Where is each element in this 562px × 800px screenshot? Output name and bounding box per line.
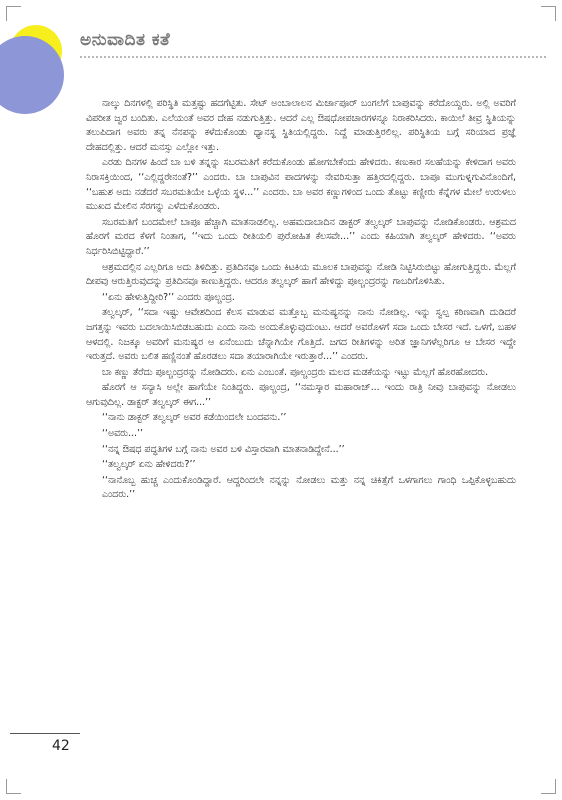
paragraph: ತಲ್ವಲ್ಕರ್, ‘‘ಸದಾ ಇಷ್ಟು ಆವೇಶದಿಂದ ಕೆಲಸ ಮಾಡುವ ಮತ್ತೊಬ್ಬ ಮನುಷ್ಯನನ್ನು ನಾನು ನೋಡಿಲ್ಲ. ಇನ್ನು ಸ್ವಲ್ಪ ಕಠಿಣವಾಗಿ ದುಡಿದರೆ ಜಗತ್ತನ್ನು ಇವರು ಬದಲಾಯಿಸಿಬಿಡಬಹುದು ಎಂದು ನಾನು ಅಂದುಕೊಳ್ಳುವುದುಂಟು. ಆದರೆ ಅವರೊಳಗೆ ಸದಾ ಒಂದು ಬೇಸರ ಇದೆ. ಒಳಗೆ, ಬಹಳ ಆಳದಲ್ಲಿ. ನಿಜಕ್ಕೂ ಅವರಿಗೆ ಮನುಷ್ಯರ ಆ ಏನೆಂಬುದು ಚೆನ್ನಾಗಿಯೇ ಗೊತ್ತಿದೆ. ಜಗದ ರೀತಿಗಳನ್ನು ಅರಿತ ಜ್ಞಾನಿಗಳೆಲ್ಲರಿಗೂ ಆ ಬೇಸರ ಇದ್ದೇ ಇರುತ್ತದೆ. ಅವರು ಬಲಿತ ಹಣ್ಣಿನಂತೆ ಹೊರಡಲು ಸದಾ ತಯಾರಾಗಿಯೇ ಇರುತ್ತಾರೆ...’’ ಎಂದರು.: [86, 307, 516, 363]
paragraph: ‘‘ಅವರು...’’: [102, 428, 143, 440]
paragraph: ಹೊರಗೆ ಆ ಸನ್ಯಾಸಿ ಅಲ್ಲೇ ಹಾಗೆಯೇ ನಿಂತಿದ್ದರು. ಪೂಲ್ಚಂದ್ರ, ‘‘ನಮಸ್ಕಾರ ಮಹಾರಾಜ್... ಇಂದು ರಾತ್ರಿ ನೀವು ಬಾಪುವನ್ನು ನೋಡಲು ಆಗುವುದಿಲ್ಲ. ಡಾಕ್ಟರ್ ತಲ್ವಲ್ಕರ್ ಈಗ...’’: [86, 382, 516, 408]
header-dotted-rule: [80, 56, 546, 58]
crop-mark-bottom-left: [6, 779, 21, 794]
paragraph: ಎರಡು ದಿನಗಳ ಹಿಂದೆ ಬಾ ಬಳಿ ತನ್ನನ್ನು ಸಬರಮತಿಗೆ ಕರೆದುಕೊಂಡು ಹೋಗಬೇಕೆಂದು ಹೇಳಿದರು. ಕಣುಕಾರ ಸಲಹೆಯನ್ನು ಕೇಳಿದಾಗ ಅವರು ನಿರಾಸಕ್ತಿಯಿಂದ, ‘‘ಎಲ್ಲಿದ್ದರೇನಂತೆ?’’ ಎಂದರು. ಬಾ ಬಾಪುವಿನ ಪಾದಗಳನ್ನು ನೇವರಿಸುತ್ತಾ ಹತ್ತಿರದಲ್ಲಿದ್ದರು. ಬಾಪೂ ಮುಗುಳ್ನಗುವಿನೊಂದಿಗೆ, ‘‘ಬಹುಶ ಅದು ನಡೆದರೆ ಸಬರಮತಿಯೇ ಒಳ್ಳೆಯ ಸ್ಥಳ...’’ ಎಂದರು. ಬಾ ಅವರ ಕಣ್ಣುಗಳಿಂದ ಒಂದು ತೊಟ್ಟು ಕಣ್ಣೀರು ಕೆನ್ನೆಗಳ ಮೇಲೆ ಉರುಳಲು ಮುಖದ ಮೇಲಿನ ಸೆರಗನ್ನು ಎಳೆದುಕೊಂಡರು.: [86, 157, 516, 213]
crop-mark-top-right: [541, 6, 556, 21]
page-number: 42: [52, 738, 70, 754]
crop-mark-bottom-right: [541, 779, 556, 794]
crop-mark-top-left: [6, 6, 21, 21]
paragraph: ‘‘ನಾನು ಡಾಕ್ಟರ್ ತಲ್ವಲ್ಕರ್ ಅವರ ಕಡೆಯಿಂದಲೇ ಬಂದವನು.’’: [102, 412, 287, 424]
paragraph: ಆಶ್ರಮದಲ್ಲಿನ ಎಲ್ಲರಿಗೂ ಅದು ತಿಳಿದಿತ್ತು. ಪ್ರತಿದಿನವೂ ಒಂದು ಕಿಟಕಿಯ ಮೂಲಕ ಬಾಪುವನ್ನು ನೋಡಿ ನಿಟ್ಟಿಸಿರುಬಿಟ್ಟು ಹೋಗುತ್ತಿದ್ದರು. ಮೆಲ್ಲಗೆ ದೀಪವು ಆರುತ್ತಿರುವುದನ್ನು ಪ್ರತಿದಿನವೂ ಕಾಣುತ್ತಿದ್ದರು. ಆದರೂ ತಲ್ವಲ್ಕರ್ ಹಾಗೆ ಹೇಳಿದ್ದು ಪೂಲ್ಚಂದ್ರರನ್ನು ಗಾಬರಿಗೊಳಿಸಿತು.: [86, 261, 516, 288]
paragraph: ಸಬರಮತಿಗೆ ಬಂದಮೇಲೆ ಬಾಪೂ ಹೆಚ್ಚಾಗಿ ಮಾತನಾಡಲಿಲ್ಲ. ಅಹಮದಾಬಾದಿನ ಡಾಕ್ಟರ್ ತಲ್ವಲ್ಕರ್ ಬಾಪುವನ್ನು ನೋಡಿಕೊಂಡರು. ಆಶ್ರಮದ ಹೊರಗೆ ಮರದ ಕೆಳಗೆ ನಿಂತಾಗ, ‘‘ಇದು ಒಂದು ರೀತಿಯಲಿ ಪುರೋಹಿತ ಕೆಲಸವೇ...’’ ಎಂದು ಕಹಿಯಾಗಿ ತಲ್ವಲ್ಕರ್ ಹೇಳಿದರು. ‘‘ಅವರು ನಿರ್ಧರಿಸಿಬಿಟ್ಟಿದ್ದಾರೆ.’’: [86, 216, 516, 257]
paragraph: ‘‘ಏನು ಹೇಳುತ್ತಿದ್ದೀರಿ?’’ ಎಂದರು ಪೂಲ್ಚಂದ್ರ.: [102, 291, 235, 303]
section-title: ಅನುವಾದಿತ ಕತೆ: [80, 30, 171, 50]
article-body: [86, 97, 516, 504]
paragraph: ‘‘ನನ್ನ ಔಷಧ ಪದ್ಧತಿಗಳ ಬಗ್ಗೆ ನಾನು ಅವರ ಬಳಿ ವಿಸ್ತಾರವಾಗಿ ಮಾತನಾಡಿದ್ದೇನೆ...’’: [102, 443, 345, 455]
footer-rule: [10, 733, 80, 734]
paragraph: ‘‘ತಲ್ವಲ್ಕರ್ ಏನು ಹೇಳಿದರು?’’: [102, 459, 196, 471]
paragraph: ‘‘ನಾನೊಬ್ಬ ಹುಚ್ಚ ಎಂದುಕೊಂಡಿದ್ದಾರೆ. ಆದ್ದರಿಂದಲೇ ನನ್ನನ್ನು ನೋಡಲು ಮತ್ತು ನನ್ನ ಚಿಕಿತ್ಸೆಗೆ ಒಳಗಾಗಲು ಗಾಂಧಿ ಒಪ್ಪಿಕೊಳ್ಳಬಹುದು ಎಂದರು.’’: [102, 474, 516, 501]
paragraph: ಬಾ ಕಣ್ಣು ತೆರೆದು ಪೂಲ್ಚಂದ್ರರನ್ನು ನೋಡಿದರು. ಏನು ಎಂಬಂತೆ. ಪೂಲ್ಚಂದ್ರರು ಮಲದ ಮಡಕೆಯನ್ನು ಇಟ್ಟು ಮೆಲ್ಲಗೆ ಹೊರಹೋದರು.: [102, 366, 489, 378]
paragraph: ನಾಲ್ಕು ದಿನಗಳಲ್ಲಿ ಪರಿಸ್ಥಿತಿ ಮತ್ತಷ್ಟು ಹದಗೆಟ್ಟಿತು. ಸೇಟ್ ಅಂಬಾಲಾಲನ ಮಿರ್ಜಾಪೂರ್ ಬಂಗಲೆಗೆ ಬಾಪುವನ್ನು ಕರೆದೊಯ್ದರು. ಅಲ್ಲಿ ಅವರಿಗೆ ವಿಪರೀತ ಜ್ವರ ಬಂದಿತು. ಎಲೆಯಂತೆ ಅವರ ದೇಹ ನಡುಗುತ್ತಿತ್ತು. ಆದರೆ ಎಲ್ಲ ಔಷಧೋಪಚಾರಗಳನ್ನೂ ನಿರಾಕರಿಸಿದರು. ಕಾಯಿಲೆ ತೀವ್ರ ಸ್ಥಿತಿಯನ್ನು ತಲುಪಿದಾಗ ಅವರು ತನ್ನ ನೆನಪನ್ನು ಕಳೆದುಕೊಂಡು ಧ್ಯಾನಸ್ಥ ಸ್ಥಿತಿಯಲ್ಲಿದ್ದರು. ನಿದ್ದೆ ಮಾಡುತ್ತಿರಲಿಲ್ಲ. ಪರಿಸ್ಥಿತಿಯ ಬಗ್ಗೆ ಸರಿಯಾದ ಪ್ರಜ್ಞೆ ದೇಹದಲ್ಲಿತ್ತು. ಆದರೆ ಮನಸ್ಸು ಎಲ್ಲೋ ಇತ್ತು.: [86, 98, 516, 153]
